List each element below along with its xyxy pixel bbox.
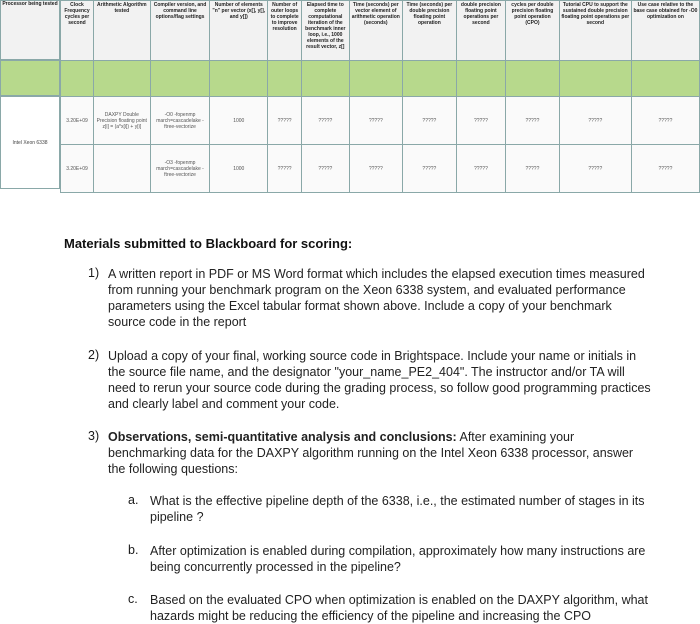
processor-label: Intel Xeon 6338 xyxy=(0,96,60,189)
col-header: Time (seconds) per double precision floating point operation xyxy=(403,1,457,61)
green-band xyxy=(0,60,60,96)
col-header: Number of outer loops to complete to improve resolution xyxy=(268,1,302,61)
value-cell: ????? xyxy=(302,145,349,193)
subitem-letter: a. xyxy=(128,493,139,507)
compiler-cell: -O3 -fopenmp march=cascadelake -ftree-vectorize xyxy=(150,145,210,193)
value-cell: ????? xyxy=(349,97,403,145)
value-cell: ????? xyxy=(403,145,457,193)
subitem-text: Based on the evaluated CPO when optimization is enabled on the DAXPY algorithm, what hazards might be reducing the efficiency of the pipeline and increasing the CPO xyxy=(150,593,648,623)
item-text: A written report in PDF or MS Word format which includes the elapsed execution times measured from running your benchmark program on the Xeon 6338 system, and evaluated performance parameters using the Excel tabular format shown above. Include a copy of your benchmark source code in the report xyxy=(108,267,645,329)
value-cell: ????? xyxy=(559,145,631,193)
col-header: Compiler version, and command line options/flag settings xyxy=(150,1,210,61)
algorithm-cell: DAXPY Double Precision floating point z[i] = (a*x[i]) + y[i] xyxy=(93,97,150,145)
value-cell: ????? xyxy=(268,145,302,193)
item-text: After examining your benchmarking data for the DAXPY algorithm running on the Intel Xeon 6338 processor, answer the following questions: xyxy=(108,430,634,476)
value-cell: ????? xyxy=(349,145,403,193)
item-text: Upload a copy of your final, working source code in Brightspace. Include your name or initials in the source file name, and the designator "your_name_PE2_404". The instructor and/or TA will need to rerun your source code during the grading process, so follow good programming practices and clearly label and comment your code. xyxy=(108,349,651,411)
algorithm-cell xyxy=(93,145,150,193)
clock-cell: 3.20E+09 xyxy=(61,145,94,193)
col-header: Time (seconds) per vector element of arithmetic operation (seconds) xyxy=(349,1,403,61)
value-cell: ????? xyxy=(268,97,302,145)
processor-header: Processor being tested xyxy=(0,0,60,60)
subitem-text: After optimization is enabled during compilation, approximately how many instructions are being concurrently processed in the pipeline? xyxy=(150,544,646,574)
subitem-letter: b. xyxy=(128,543,139,557)
item-bold-prefix: Observations, semi-quantitative analysis and conclusions: xyxy=(108,430,457,444)
benchmark-table xyxy=(60,0,700,193)
col-header: Tutorial CPU to support the sustained double precision floating point operations per second xyxy=(559,1,631,61)
table-header-row xyxy=(61,1,700,61)
value-cell: ????? xyxy=(403,97,457,145)
value-cell: ????? xyxy=(506,97,560,145)
elements-cell: 1000 xyxy=(210,97,268,145)
value-cell: ????? xyxy=(302,97,349,145)
col-header: Clock Frequency cycles per second xyxy=(61,1,94,61)
col-header: Arithmetic Algorithm tested xyxy=(93,1,150,61)
subitem-letter: c. xyxy=(128,592,138,606)
table-row xyxy=(61,97,700,145)
item-number: 3) xyxy=(88,429,100,443)
item-text-3 xyxy=(108,429,648,477)
table-row xyxy=(61,145,700,193)
value-cell: ????? xyxy=(456,145,505,193)
col-header: double precision floating point operations per second xyxy=(456,1,505,61)
section-heading: Materials submitted to Blackboard for scoring: xyxy=(64,236,353,251)
table-left-column xyxy=(0,0,60,189)
value-cell: ????? xyxy=(456,97,505,145)
compiler-cell: -O0 -fopenmp march=cascadelake -ftree-vectorize xyxy=(150,97,210,145)
item-number: 2) xyxy=(88,348,100,362)
value-cell: ????? xyxy=(506,145,560,193)
value-cell: ????? xyxy=(631,145,699,193)
green-band-row xyxy=(61,61,700,97)
value-cell: ????? xyxy=(631,97,699,145)
col-header: Number of elements "n" per vector (x[], y[], and y[]) xyxy=(210,1,268,61)
col-header: Elapsed time to complete computational iteration of the benchmark inner loop, i.e., 1000 elements of the result vector, z[] xyxy=(302,1,349,61)
elements-cell: 1000 xyxy=(210,145,268,193)
value-cell: ????? xyxy=(559,97,631,145)
item-number: 1) xyxy=(88,266,100,280)
clock-cell: 3.20E+09 xyxy=(61,97,94,145)
col-header: Use case relative to the base case obtained for -O0 optimization on xyxy=(631,1,699,61)
col-header: cycles per double precision floating point operation (CPO) xyxy=(506,1,560,61)
subitem-text: What is the effective pipeline depth of the 6338, i.e., the estimated number of stages in its pipeline ? xyxy=(150,494,645,524)
